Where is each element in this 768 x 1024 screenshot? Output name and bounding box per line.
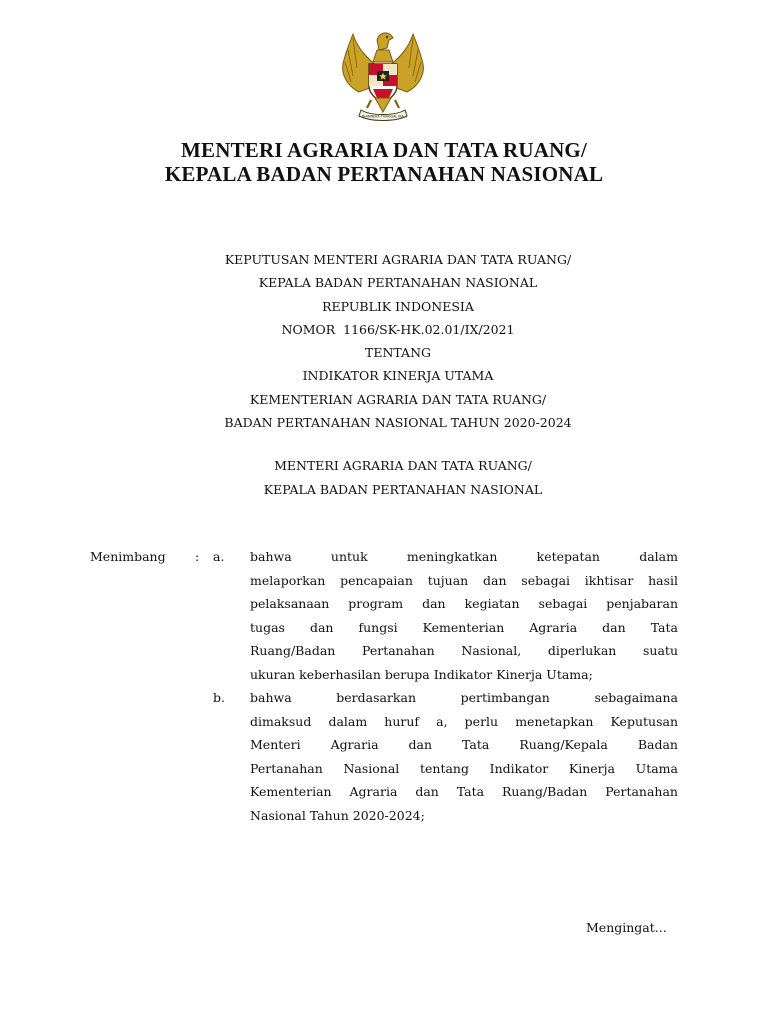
decree-line: BADAN PERTANAHAN NASIONAL TAHUN 2020-2024 <box>224 415 572 431</box>
considering-colon: : <box>195 549 200 564</box>
item-line: Ruang/Badan Pertanahan Nasional, diperlukan suatu <box>250 643 678 658</box>
considering-label: Menimbang <box>90 549 166 564</box>
shield <box>369 64 397 102</box>
item-line: ukuran keberhasilan berupa Indikator Kinerja Utama; <box>250 666 593 682</box>
item-letter-b: b. <box>213 690 225 705</box>
decree-line: INDIKATOR KINERJA UTAMA <box>302 368 494 384</box>
minister-heading <box>0 454 768 502</box>
decree-line: KEPUTUSAN MENTERI AGRARIA DAN TATA RUANG/ <box>224 252 572 267</box>
minister-line-2: KEPALA BADAN PERTANAHAN NASIONAL <box>263 482 543 497</box>
letterhead-title <box>0 138 768 186</box>
title-line-2: KEPALA BADAN PERTANAHAN NASIONAL <box>164 162 604 186</box>
item-line: Pertanahan Nasional tentang Indikator Kinerja Utama <box>250 760 678 776</box>
decree-heading <box>0 248 768 434</box>
item-text-a <box>250 545 678 686</box>
minister-line-1: MENTERI AGRARIA DAN TATA RUANG/ <box>274 458 532 473</box>
decree-number: NOMOR 1166/SK-HK.02.01/IX/2021 <box>281 321 515 337</box>
item-line: tugas dan fungsi Kementerian Agraria dan Tata <box>250 619 678 635</box>
decree-line: REPUBLIK INDONESIA <box>322 298 474 314</box>
tail <box>375 98 391 112</box>
item-line: bahwa berdasarkan pertimbangan sebagaimana <box>250 690 678 705</box>
decree-line: KEMENTERIAN AGRARIA DAN TATA RUANG/ <box>249 391 547 407</box>
item-line: Nasional Tahun 2020-2024; <box>250 807 425 823</box>
item-line: melaporkan pencapaian tujuan dan sebagai ikhtisar hasil <box>250 572 678 588</box>
item-line: pelaksanaan program dan kegiatan sebagai penjabaran <box>250 596 678 611</box>
continuation-marker: Mengingat... <box>586 920 667 935</box>
item-letter-a: a. <box>213 549 225 564</box>
item-line: Menteri Agraria dan Tata Ruang/Kepala Badan <box>250 737 678 752</box>
motto-text: BHINNEKA TUNGGAL IKA <box>362 114 404 119</box>
item-line: Kementerian Agraria dan Tata Ruang/Badan Pertanahan <box>250 784 678 799</box>
decree-line: TENTANG <box>364 345 431 361</box>
item-line: dimaksud dalam huruf a, perlu menetapkan Keputusan <box>250 713 678 729</box>
decree-line: KEPALA BADAN PERTANAHAN NASIONAL <box>258 275 538 291</box>
item-line: bahwa untuk meningkatkan ketepatan dalam <box>250 549 678 564</box>
garuda-emblem <box>331 28 435 122</box>
item-text-b <box>250 686 678 827</box>
title-line-1: MENTERI AGRARIA DAN TATA RUANG/ <box>180 138 588 162</box>
head <box>377 33 393 50</box>
